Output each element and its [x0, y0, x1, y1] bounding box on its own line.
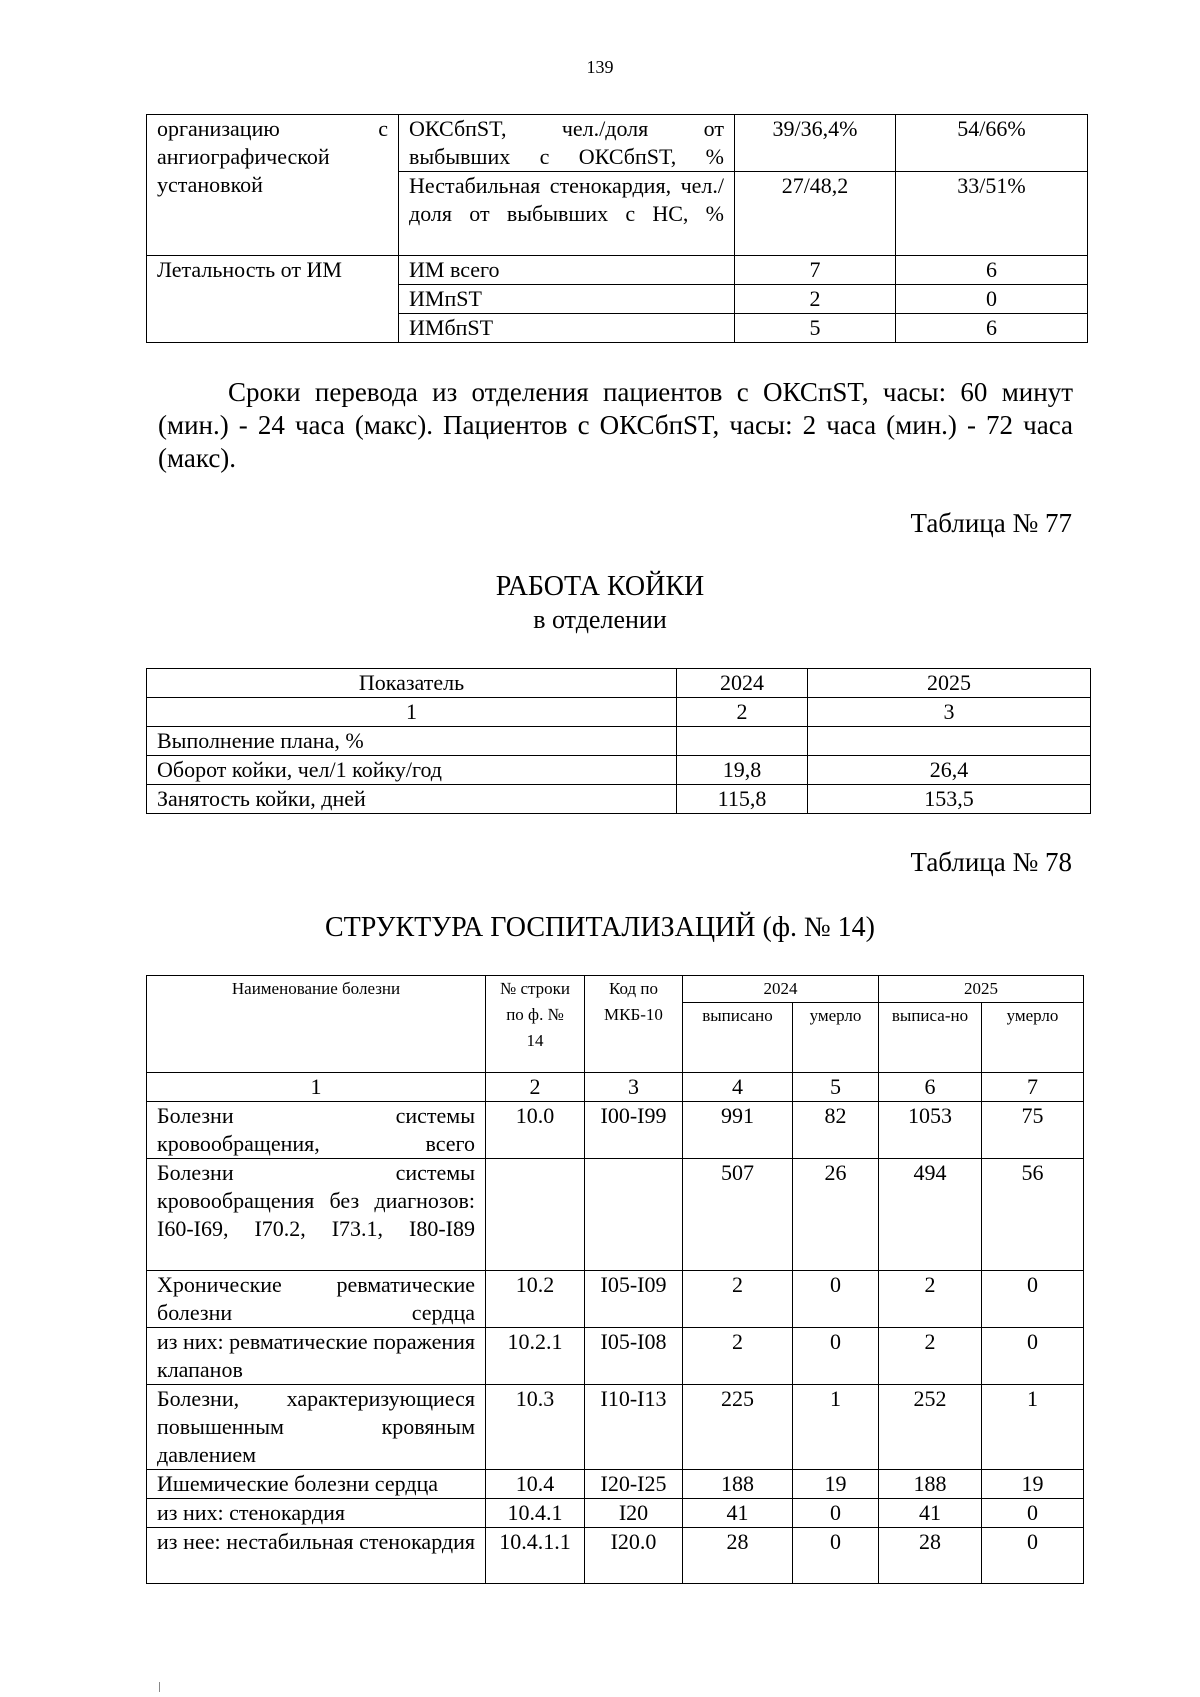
table-row	[147, 756, 1091, 785]
column-number-row	[147, 1073, 1084, 1102]
died-2025: 0	[982, 1328, 1084, 1385]
discharged-2025: 28	[879, 1528, 982, 1584]
discharged-2025: 252	[879, 1385, 982, 1470]
icd-code: I05-I09	[585, 1271, 683, 1328]
value-2025: 54/66%	[896, 115, 1088, 172]
column-number: 1	[147, 698, 677, 727]
discharged-2025: 2	[879, 1271, 982, 1328]
line-number: 10.2	[486, 1271, 585, 1328]
table-78-label: Таблица № 78	[910, 847, 1072, 877]
table-row	[147, 1528, 1084, 1584]
line-number: 10.4	[486, 1470, 585, 1499]
icd-code: I10-I13	[585, 1385, 683, 1470]
indicator-cell: ИМбпST	[399, 314, 735, 343]
column-number: 2	[486, 1073, 585, 1102]
header-disease-name: Наименование болезни	[147, 976, 486, 1073]
header-died-2024: умерло	[793, 1003, 879, 1073]
died-2025: 19	[982, 1470, 1084, 1499]
icd-code: I00-I99	[585, 1102, 683, 1159]
disease-name: Болезни системы кровообращения без диагнозов: I60-I69, I70.2, I73.1, I80-I89	[147, 1159, 486, 1271]
header-discharged-2024: выписано	[683, 1003, 793, 1073]
table-78-title: СТРУКТУРА ГОСПИТАЛИЗАЦИЙ (ф. № 14)	[324, 912, 876, 943]
column-number-row	[147, 698, 1091, 727]
discharged-2024: 507	[683, 1159, 793, 1271]
header-died-2025: умерло	[982, 1003, 1084, 1073]
column-number: 3	[585, 1073, 683, 1102]
value-2024: 27/48,2	[735, 172, 896, 256]
header-discharged-2025: выписа-но	[879, 1003, 982, 1073]
table-row	[147, 1328, 1084, 1385]
table-row	[147, 727, 1091, 756]
page-number: 139	[586, 57, 614, 77]
indicator-cell: Нестабильная стенокардия, чел./доля от выбывших с НС, %	[399, 172, 735, 256]
indicator-cell: Выполнение плана, %	[147, 727, 677, 756]
indicator-cell: ИМпST	[399, 285, 735, 314]
value-2024: 2	[735, 285, 896, 314]
column-number: 5	[793, 1073, 879, 1102]
died-2024: 1	[793, 1385, 879, 1470]
column-header: 2024	[677, 669, 808, 698]
value-2025: 153,5	[808, 785, 1091, 814]
died-2025: 0	[982, 1528, 1084, 1584]
value-2025: 26,4	[808, 756, 1091, 785]
discharged-2024: 2	[683, 1271, 793, 1328]
table-77-subtitle: в отделении	[533, 605, 667, 634]
table-row	[147, 1159, 1084, 1271]
died-2025: 0	[982, 1499, 1084, 1528]
disease-name: из них: ревматические поражения клапанов	[147, 1328, 486, 1385]
line-number: 10.0	[486, 1102, 585, 1159]
column-number: 3	[808, 698, 1091, 727]
died-2025: 1	[982, 1385, 1084, 1470]
column-number: 4	[683, 1073, 793, 1102]
row-group-label: Летальность от ИМ	[147, 256, 399, 343]
table-77-title: РАБОТА КОЙКИ	[495, 571, 705, 602]
value-2024: 7	[735, 256, 896, 285]
died-2024: 19	[793, 1470, 879, 1499]
table-row	[147, 1470, 1084, 1499]
icd-code: I05-I08	[585, 1328, 683, 1385]
discharged-2024: 188	[683, 1470, 793, 1499]
header-icd-code: Код по МКБ-10	[585, 976, 683, 1073]
value-2024: 39/36,4%	[735, 115, 896, 172]
table-header-row	[147, 669, 1091, 698]
discharged-2025: 494	[879, 1159, 982, 1271]
value-2025: 33/51%	[896, 172, 1088, 256]
header-line-number: № строки по ф. № 14	[486, 976, 585, 1073]
table-row	[147, 1271, 1084, 1328]
table-header-row	[147, 976, 1084, 1003]
table-row	[147, 1102, 1084, 1159]
died-2024: 0	[793, 1499, 879, 1528]
value-2025: 6	[896, 314, 1088, 343]
table-continuation	[146, 114, 1088, 343]
indicator-cell: ОКСбпST, чел./доля от выбывших с ОКСбпST, %	[399, 115, 735, 172]
value-2024: 115,8	[677, 785, 808, 814]
indicator-cell: Занятость койки, дней	[147, 785, 677, 814]
value-2025	[808, 727, 1091, 756]
icd-code: I20-I25	[585, 1470, 683, 1499]
line-number: 10.4.1.1	[486, 1528, 585, 1584]
table-77	[146, 668, 1091, 814]
line-number: 10.3	[486, 1385, 585, 1470]
discharged-2024: 41	[683, 1499, 793, 1528]
table-row	[147, 256, 1088, 285]
disease-name: Хронические ревматические болезни сердца	[147, 1271, 486, 1328]
discharged-2024: 2	[683, 1328, 793, 1385]
column-number: 2	[677, 698, 808, 727]
value-2024: 5	[735, 314, 896, 343]
disease-name: Ишемические болезни сердца	[147, 1470, 486, 1499]
discharged-2024: 28	[683, 1528, 793, 1584]
discharged-2024: 991	[683, 1102, 793, 1159]
died-2024: 0	[793, 1271, 879, 1328]
table-row	[147, 1499, 1084, 1528]
indicator-cell: Оборот койки, чел/1 койку/год	[147, 756, 677, 785]
disease-name: Болезни системы кровообращения, всего	[147, 1102, 486, 1159]
body-paragraph: Сроки перевода из отделения пациентов с ОКСпST, часы: 60 минут (мин.) - 24 часа (макс). Пациентов с ОКСбпST, часы: 2 часа (мин.) - 72 часа (макс).	[158, 377, 1073, 473]
value-2024: 19,8	[677, 756, 808, 785]
disease-name: из них: стенокардия	[147, 1499, 486, 1528]
table-row	[147, 785, 1091, 814]
page-edge-mark	[159, 1682, 160, 1692]
table-row	[147, 1385, 1084, 1470]
column-header: Показатель	[147, 669, 677, 698]
header-year-2025: 2025	[879, 976, 1084, 1003]
disease-name: из нее: нестабильная стенокардия	[147, 1528, 486, 1584]
died-2024: 0	[793, 1528, 879, 1584]
discharged-2025: 1053	[879, 1102, 982, 1159]
died-2024: 82	[793, 1102, 879, 1159]
row-group-label: организацию с ангиографической установкой	[147, 115, 399, 256]
died-2024: 26	[793, 1159, 879, 1271]
icd-code	[585, 1159, 683, 1271]
line-number: 10.2.1	[486, 1328, 585, 1385]
value-2024	[677, 727, 808, 756]
line-number	[486, 1159, 585, 1271]
indicator-cell: ИМ всего	[399, 256, 735, 285]
table-row	[147, 115, 1088, 172]
died-2024: 0	[793, 1328, 879, 1385]
table-77-label: Таблица № 77	[910, 508, 1072, 538]
disease-name: Болезни, характеризующиеся повышенным кровяным давлением	[147, 1385, 486, 1470]
discharged-2024: 225	[683, 1385, 793, 1470]
discharged-2025: 188	[879, 1470, 982, 1499]
discharged-2025: 2	[879, 1328, 982, 1385]
discharged-2025: 41	[879, 1499, 982, 1528]
died-2025: 0	[982, 1271, 1084, 1328]
icd-code: I20.0	[585, 1528, 683, 1584]
column-header: 2025	[808, 669, 1091, 698]
icd-code: I20	[585, 1499, 683, 1528]
value-2025: 0	[896, 285, 1088, 314]
value-2025: 6	[896, 256, 1088, 285]
header-year-2024: 2024	[683, 976, 879, 1003]
column-number: 1	[147, 1073, 486, 1102]
line-number: 10.4.1	[486, 1499, 585, 1528]
column-number: 7	[982, 1073, 1084, 1102]
died-2025: 75	[982, 1102, 1084, 1159]
table-78	[146, 975, 1084, 1584]
column-number: 6	[879, 1073, 982, 1102]
died-2025: 56	[982, 1159, 1084, 1271]
